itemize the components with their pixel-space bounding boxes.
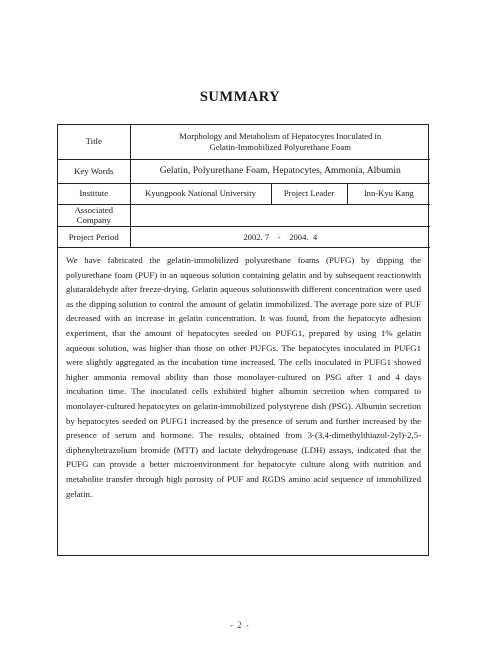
- institute-label: Institute: [58, 183, 130, 204]
- summary-box: [57, 124, 429, 556]
- project-period-label: Project Period: [58, 227, 130, 248]
- title-value: [130, 125, 430, 159]
- title-label: Title: [58, 125, 130, 159]
- page-number: - 2 -: [230, 620, 250, 630]
- keywords-row: [58, 159, 430, 183]
- institute-value: Kyungpook National University: [130, 183, 271, 204]
- keywords-label: Key Words: [58, 159, 130, 183]
- institute-row: [58, 183, 430, 204]
- title-row: [58, 125, 430, 159]
- project-period-value: 2002. 7 - 2004. 4: [130, 227, 430, 248]
- project-leader-value: Inn-Kyu Kang: [347, 183, 430, 204]
- project-info-table: [58, 125, 430, 248]
- page-title: SUMMARY: [199, 89, 281, 105]
- keywords-value: Gelatin, Polyurethane Foam, Hepatocytes, Ammonia, Albumin: [130, 159, 430, 183]
- period-row: [58, 227, 430, 248]
- abstract-text: We have fabricated the gelatin-immobilized polyurethane foams (PUFG) by dipping the polyurethane foam (PUF) in an aqueous solution containing gelatin and by subsequent reactionwith glutaraldehyde after freeze-drying. Gelatin aqueous solutionswith different concentration were used as the dipping solution to control the amount of gelatin immobilized. The average pore size of PUF decreased with an increase in gelatin concentration. It was found, from the hepatocyte adhesion experiment, that the amount of hepatocytes seeded on PUFG1, prepared by using 1% gelatin aqueous solution, was higher than those on other PUFGs. The hepatocytes inoculated in PUFG1 were slightly aggregated as the incubation time increased. The cells inoculated in PUFG1 showed higher ammonia removal ability than those monolayer-cultured on PSG after 1 and 4 days incubation time. The inoculated cells exhibited higher albumin secretion when compared to monolayer-cultured hepatocytes on gelatin-immobilized polystyrene dish (PSG). Albumin secretion by hepatocytes seeded on PUFG1 increased by the presence of serum and further increased by the presence of serum and hormone. The results, obtained from 3-(3,4-dimethylthiazol-2yl)-2,5-diphenyltetrazolium bromide (MTT) and lactate dehydrogenase (LDH) assays, indicated that the PUFG can provide a better microenvironment for hepatocyte culture along with nutrition and metabolite transfer through high porosity of PUF and RGDS amino acid sequence of immobilized gelatin.: [66, 255, 421, 499]
- project-leader-label: Project Leader: [271, 183, 347, 204]
- associated-company-label: Associated Company: [58, 204, 130, 227]
- title-line-2: Gelatin-Immobilized Polyurethane Foam: [209, 141, 351, 152]
- company-row: [58, 204, 430, 227]
- title-line-1: Morphology and Metabolism of Hepatocytes Inoculated in: [179, 131, 382, 142]
- associated-company-value: [130, 204, 430, 227]
